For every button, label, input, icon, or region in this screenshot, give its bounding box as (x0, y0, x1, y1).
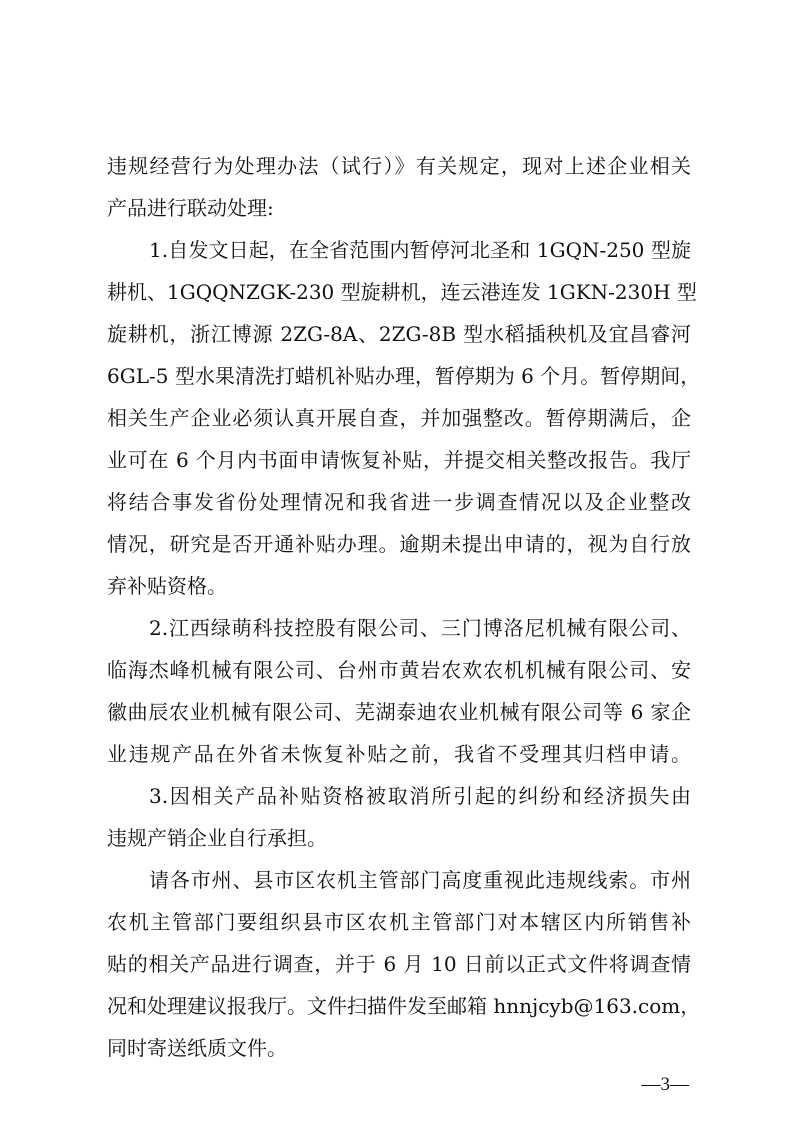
text-line: 3.因相关产品补贴资格被取消所引起的纠纷和经济损失由 (149, 784, 691, 808)
text-line: 旋耕机，浙江博源 2ZG-8A、2ZG-8B 型水稻插秧机及宜昌睿河 (107, 322, 691, 346)
text-line: 1.自发文日起，在全省范围内暂停河北圣和 1GQN-250 型旋 (149, 238, 691, 262)
text-line: 业可在 6 个月内书面申请恢复补贴，并提交相关整改报告。我厅 (107, 448, 691, 472)
text-line: 违规产销企业自行承担。 (107, 826, 327, 850)
text-line: 产品进行联动处理: (107, 196, 274, 220)
text-line: 弃补贴资格。 (107, 574, 227, 598)
text-line: 况和处理建议报我厅。文件扫描件发至邮箱 hnnjcyb@163.com， (107, 994, 701, 1018)
text-line: 业违规产品在外省未恢复补贴之前，我省不受理其归档申请。 (107, 742, 691, 766)
page-number: —3— (641, 1074, 689, 1095)
text-line: 6GL-5 型水果清洗打蜡机补贴办理，暂停期为 6 个月。暂停期间， (107, 364, 701, 388)
text-line: 贴的相关产品进行调查，并于 6 月 10 日前以正式文件将调查情 (107, 952, 691, 976)
text-line: 耕机、1GQQNZGK-230 型旋耕机，连云港连发 1GKN-230H 型 (107, 280, 697, 304)
text-line: 情况，研究是否开通补贴办理。逾期未提出申请的，视为自行放 (107, 532, 691, 556)
text-line: 2.江西绿萌科技控股有限公司、三门博洛尼机械有限公司、 (149, 616, 691, 640)
text-line: 请各市州、县市区农机主管部门高度重视此违规线索。市州 (149, 868, 691, 892)
text-line: 农机主管部门要组织县市区农机主管部门对本辖区内所销售补 (107, 910, 691, 934)
text-line: 同时寄送纸质文件。 (107, 1036, 287, 1060)
text-line: 临海杰峰机械有限公司、台州市黄岩农欢农机机械有限公司、安 (107, 658, 691, 682)
text-line: 徽曲辰农业机械有限公司、芜湖泰迪农业机械有限公司等 6 家企 (107, 700, 691, 724)
text-line: 将结合事发省份处理情况和我省进一步调查情况以及企业整改 (107, 490, 691, 514)
text-line: 违规经营行为处理办法（试行）》有关规定，现对上述企业相关 (107, 154, 691, 178)
text-line: 相关生产企业必须认真开展自查，并加强整改。暂停期满后，企 (107, 406, 691, 430)
